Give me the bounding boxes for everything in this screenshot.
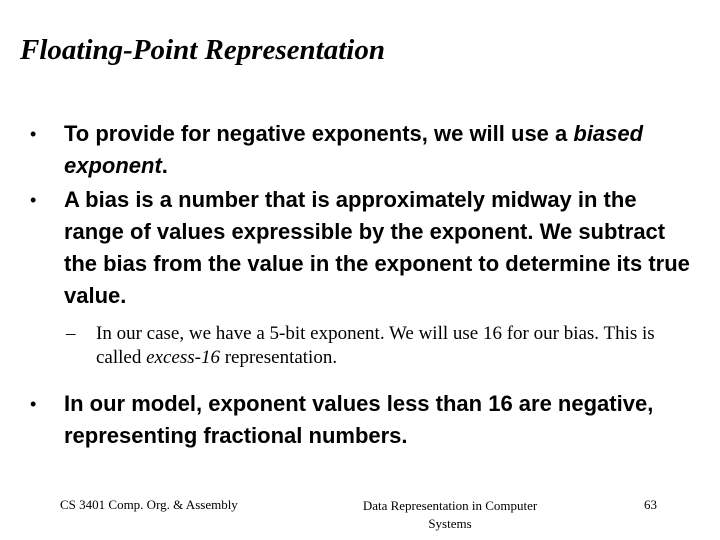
sub-bullet-item: [30, 322, 656, 370]
bullet-text: To provide for negative exponents, we will use a: [64, 121, 574, 146]
bullet-marker: •: [30, 190, 37, 210]
sub-bullet-text-end: representation.: [219, 347, 338, 368]
page-number: 63: [644, 497, 657, 512]
bullet-item: [30, 118, 690, 182]
footer-course: CS 3401 Comp. Org. & Assembly: [60, 497, 238, 512]
bullet-text: A bias is a number that is approximately midway in the range of values expressible by the exponent. We subtract the bias from the value in the exponent to determine its true value.: [64, 187, 690, 308]
sub-bullet-emphasis: excess-16: [146, 347, 220, 368]
bullet-list: [30, 118, 690, 454]
footer-topic-line2: Systems: [428, 516, 472, 531]
bullet-item: [30, 184, 690, 312]
bullet-text: In our model, exponent values less than 16 are negative, representing fractional numbers.: [64, 391, 654, 448]
bullet-marker: •: [30, 124, 37, 144]
footer-topic-line1: Data Representation in Computer: [362, 498, 538, 513]
bullet-marker: •: [30, 394, 37, 414]
bullet-emphasis: biased exponent: [64, 121, 644, 178]
footer-topic: [330, 497, 570, 533]
bullet-item: [30, 388, 690, 452]
slide-title: Floating-Point Representation: [20, 34, 385, 66]
sub-bullet-text: In our case, we have a 5-bit exponent. We will use 16 for our bias. This is called: [96, 323, 655, 368]
sub-bullet-marker: –: [66, 323, 76, 344]
bullet-text-end: .: [161, 153, 168, 178]
